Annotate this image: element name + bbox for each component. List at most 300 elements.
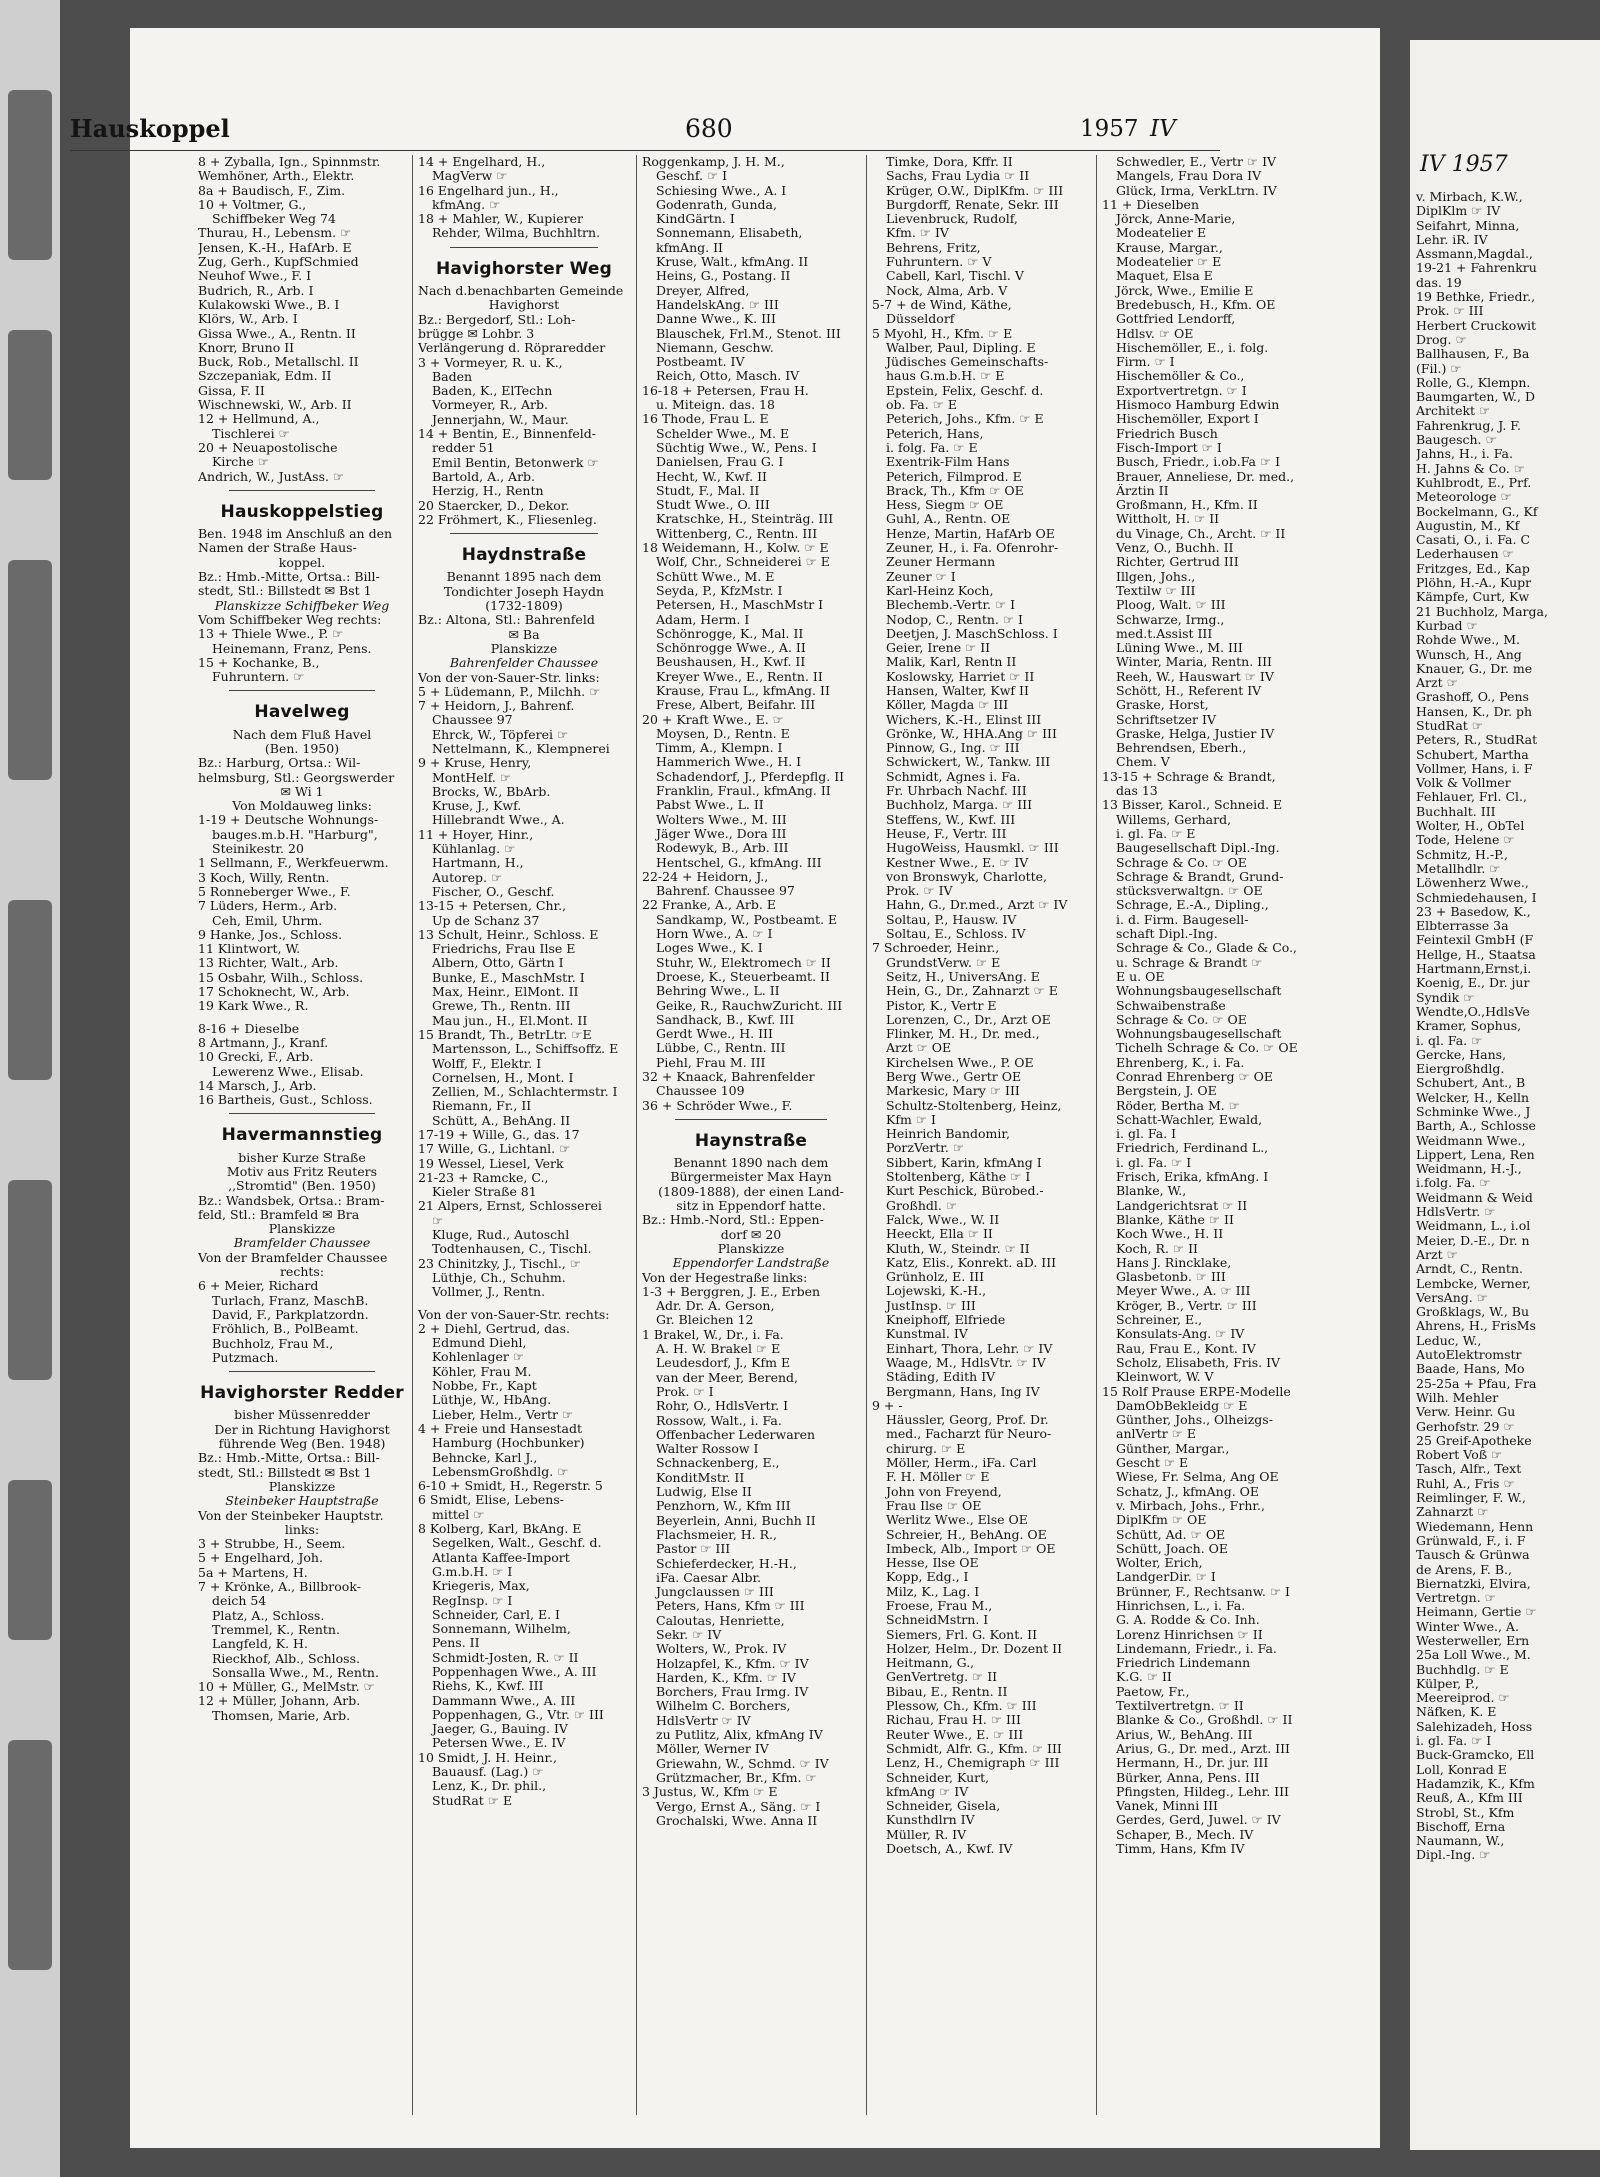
resident-entry: Scholz, Elisabeth, Fris. IV	[1116, 1355, 1281, 1370]
resident-entry: Lorenz Hinrichsen ☞ II	[1116, 1627, 1263, 1642]
resident-entry: Fuhruntern. ☞ V	[886, 255, 992, 270]
street-note: Bahrenfelder Chaussee	[449, 656, 599, 671]
resident-entry: Schütt Wwe., M. E	[656, 569, 775, 584]
facing-page-entry: Tode, Helene ☞	[1416, 833, 1515, 848]
resident-entry: Beushausen, H., Kwf. II	[656, 655, 806, 670]
resident-entry: Flinker, M. H., Dr. med.,	[886, 1027, 1040, 1042]
address-entry: Wemhöner, Arth., Elektr.	[198, 169, 355, 184]
resident-entry: Pabst Wwe., L. II	[656, 798, 764, 813]
resident-entry: Steffens, W., Kwf. III	[886, 812, 1016, 827]
resident-entry: Schönrogge Wwe., A. II	[656, 641, 806, 656]
facing-page-entry: Buchhdlg. ☞ E	[1416, 1662, 1509, 1677]
resident-entry: Bauausf. (Lag.) ☞	[432, 1765, 544, 1780]
resident-entry: G.m.b.H. ☞ I	[432, 1564, 513, 1579]
address-entry: 10 + Voltmer, G.,	[198, 197, 307, 212]
street-note: Von Moldauweg links:	[232, 799, 372, 814]
address-entry: Wischnewski, W., Arb. II	[198, 398, 352, 413]
address-entry: 5 Myohl, H., Kfm. ☞ E	[872, 326, 1013, 341]
scan-margin	[0, 0, 60, 2177]
resident-entry: Rau, Frau E., Kont. IV	[1116, 1341, 1256, 1356]
facing-page-entry: Feintexil GmbH (F	[1416, 933, 1534, 948]
resident-entry: Loges Wwe., K. I	[656, 941, 763, 956]
address-entry: 15 + Kochanke, B.,	[198, 655, 320, 670]
resident-entry: LebensmGroßhdlg. ☞	[432, 1464, 569, 1479]
address-entry: helmsburg, Stl.: Georgswerder	[198, 770, 395, 785]
resident-entry: Grewe, Th., Rentn. III	[432, 999, 571, 1014]
facing-page-entry: Biernatzki, Elvira,	[1416, 1576, 1531, 1591]
facing-page-entry: 19-21 + Fahrenkru	[1416, 261, 1537, 276]
resident-entry: Lojewski, K.-H.,	[886, 1284, 987, 1299]
resident-entry: Ehrck, W., Töpferei ☞	[432, 727, 569, 742]
resident-entry: Atlanta Kaffee-Import	[432, 1550, 570, 1565]
resident-entry: Schneider, Kurt,	[886, 1770, 990, 1785]
resident-entry: du Vinage, Ch., Archt. ☞ II	[1116, 526, 1286, 541]
resident-entry: Buchholz, Marga. ☞ III	[886, 798, 1033, 813]
resident-entry: Gerdt Wwe., H. III	[656, 1027, 773, 1042]
street-note: (Ben. 1950)	[264, 741, 340, 756]
resident-entry: Kluge, Rud., Autoschl	[432, 1228, 570, 1243]
resident-entry: Peterich, Filmprod. E	[886, 469, 1022, 484]
address-entry: 3 + Strubbe, H., Seem.	[198, 1537, 346, 1552]
directory-column-5	[1102, 155, 1320, 2115]
resident-entry: G. A. Rodde & Co. Inh.	[1116, 1613, 1260, 1628]
address-entry: Ben. 1948 im Anschluß an den	[198, 527, 393, 542]
street-heading: Haynstraße	[694, 1130, 808, 1151]
resident-entry: Ehrenberg, K., i. Fa.	[1116, 1055, 1245, 1070]
address-entry: 17 Wille, G., Lichtanl. ☞	[418, 1142, 571, 1157]
resident-entry: Tichelh Schrage & Co. ☞ OE	[1116, 1041, 1298, 1056]
scan-stripe	[8, 1480, 52, 1640]
resident-entry: Winter, Maria, Rentn. III	[1116, 655, 1272, 670]
resident-entry: Turlach, Franz, MaschB.	[212, 1293, 369, 1308]
facing-page-entry: Bockelmann, G., Kf	[1416, 504, 1538, 519]
resident-entry: Schött, H., Referent IV	[1116, 683, 1262, 698]
column-divider	[412, 155, 413, 2115]
resident-entry: Krause, Margar.,	[1116, 240, 1223, 255]
facing-page-entry: Westerweller, Ern	[1416, 1633, 1530, 1648]
address-entry: 22-24 + Heidorn, J.,	[642, 869, 769, 884]
resident-entry: Chem. V	[1116, 755, 1170, 770]
scan-stripe	[8, 1180, 52, 1380]
address-entry: 5a + Martens, H.	[198, 1565, 308, 1580]
facing-page-entry: Hansen, K., Dr. ph	[1416, 704, 1533, 719]
facing-page-entry: Strobl, St., Kfm	[1416, 1805, 1515, 1820]
resident-entry: Bahrenf. Chaussee 97	[656, 884, 795, 899]
facing-page-entry: Schmitz, H.-P.,	[1416, 847, 1508, 862]
street-note: koppel.	[278, 555, 326, 570]
resident-entry: von Bronswyk, Charlotte,	[886, 869, 1048, 884]
resident-entry: Horn Wwe., A. ☞ I	[656, 927, 773, 942]
facing-page-entry: das. 19	[1416, 275, 1462, 290]
street-note: Planskizze	[717, 1241, 785, 1256]
address-entry: 8-16 + Dieselbe	[198, 1021, 300, 1036]
address-entry: Bz.: Harburg, Ortsa.: Wil-	[198, 756, 361, 771]
resident-entry: Hillebrandt Wwe., A.	[432, 813, 565, 828]
facing-page-entry: Grünwald, F., i. F	[1416, 1533, 1526, 1548]
year: 1957	[1080, 116, 1139, 142]
resident-entry: Rohr, O., HdlsVertr. I	[656, 1399, 789, 1414]
resident-entry: Mau jun., H., El.Mont. II	[432, 1013, 588, 1028]
address-entry: 17-19 + Wille, G., das. 17	[418, 1128, 580, 1142]
address-entry: Kulakowski Wwe., B. I	[198, 297, 340, 312]
facing-page-entry: Arndt, C., Rentn.	[1416, 1262, 1523, 1277]
facing-page-entry: Hartmann,Ernst,i.	[1416, 962, 1532, 977]
resident-entry: Lievenbruck, Rudolf,	[886, 212, 1018, 227]
resident-entry: Schneider, Carl, E. I	[432, 1607, 560, 1622]
resident-entry: Wolff, F., Elektr. I	[432, 1056, 542, 1071]
resident-entry: Grünholz, E. III	[886, 1270, 985, 1285]
address-entry: Von der von-Sauer-Str. rechts:	[418, 1307, 610, 1322]
resident-entry: Studt Wwe., O. III	[656, 498, 770, 513]
resident-entry: Grützmacher, Br., Kfm. ☞	[656, 1770, 817, 1785]
resident-entry: Fr. Uhrbach Nachf. III	[886, 784, 1027, 799]
resident-entry: Schreier, H., BehAng. OE	[886, 1527, 1047, 1542]
resident-entry: Illgen, Johs.,	[1116, 569, 1196, 584]
resident-entry: Flachsmeier, H. R.,	[656, 1527, 777, 1542]
street-heading: Havelweg	[254, 702, 350, 723]
resident-entry: Zeuner, H., i. Fa. Ofenrohr-	[886, 541, 1059, 556]
resident-entry: Nock, Alma, Arb. V	[886, 283, 1008, 298]
address-entry: Zug, Gerh., KupfSchmied	[198, 255, 359, 270]
facing-page-entry: Baade, Hans, Mo	[1416, 1362, 1525, 1377]
facing-page-entry: H. Jahns & Co. ☞	[1416, 461, 1525, 476]
facing-page-entry: Schubert, Martha	[1416, 747, 1529, 762]
resident-entry: Putzmach.	[212, 1350, 279, 1365]
resident-entry: Gescht ☞ E	[1116, 1456, 1189, 1471]
resident-entry: Jungclaussen ☞ III	[656, 1585, 774, 1600]
resident-entry: Schreiner, E.,	[1116, 1313, 1203, 1328]
resident-entry: bauges.m.b.H. "Harburg",	[212, 827, 378, 842]
resident-entry: Pfingsten, Hildeg., Lehr. III	[1116, 1784, 1289, 1799]
address-entry: 15 Osbahr, Wilh., Schloss.	[198, 970, 364, 985]
resident-entry: Kneiphoff, Elfriede	[886, 1313, 1006, 1328]
resident-entry: Albern, Otto, Gärtn I	[432, 956, 564, 971]
resident-entry: Harden, K., Kfm. ☞ IV	[656, 1670, 796, 1685]
resident-entry: Soltau, P., Hausw. IV	[886, 912, 1017, 927]
street-note: links:	[284, 1522, 320, 1537]
resident-entry: Lenz, H., Chemigraph ☞ III	[886, 1756, 1060, 1771]
resident-entry: Reich, Otto, Masch. IV	[656, 369, 800, 384]
resident-entry: Kurt Peschick, Bürobed.-	[886, 1184, 1044, 1199]
street-note: Havighorst	[488, 298, 560, 313]
resident-entry: Timke, Dora, Kffr. II	[886, 155, 1013, 169]
address-entry: Roggenkamp, J. H. M.,	[642, 155, 785, 169]
resident-entry: Petersen Wwe., E. IV	[432, 1736, 566, 1751]
resident-entry: Rehder, Wilma, Buchhltrn.	[432, 226, 601, 241]
resident-entry: Hamburg (Hochbunker)	[432, 1436, 585, 1451]
address-entry: Bz.: Hmb.-Nord, Stl.: Eppen-	[642, 1213, 824, 1228]
address-entry: 21 Alpers, Ernst, Schlosserei	[418, 1199, 602, 1214]
resident-entry: Kopp, Edg., I	[886, 1570, 969, 1585]
resident-entry: Ärztin II	[1116, 483, 1169, 498]
resident-entry: Hammerich Wwe., H. I	[656, 755, 802, 770]
facing-page-entry: Wunsch, H., Ang	[1416, 647, 1522, 662]
resident-entry: Conrad Ehrenberg ☞ OE	[1116, 1070, 1274, 1084]
resident-entry: Grönke, W., HHA.Ang ☞ III	[886, 726, 1057, 741]
facing-page-entry: Ballhausen, F., Ba	[1416, 347, 1530, 362]
facing-page-entry: Heimann, Gertie ☞	[1416, 1605, 1537, 1620]
facing-page-entry: Weidmann, L., i.ol	[1416, 1219, 1531, 1234]
facing-page-entry: VersAng. ☞	[1416, 1290, 1488, 1305]
address-entry: 5 + Engelhard, Joh.	[198, 1551, 323, 1566]
facing-page-entry: Metallhdlr. ☞	[1416, 861, 1501, 876]
facing-page-entry: i. ql. Fa. ☞	[1416, 1033, 1483, 1048]
resident-entry: Fuhruntern. ☞	[212, 670, 305, 685]
address-entry: Vom Schiffbeker Weg rechts:	[198, 612, 382, 627]
resident-entry: Doetsch, A., Kwf. IV	[886, 1842, 1013, 1857]
resident-entry: Friedrich Lindemann	[1116, 1656, 1251, 1671]
resident-entry: Hischemöller & Co.,	[1116, 369, 1245, 384]
resident-entry: Schneider, Gisela,	[886, 1799, 1001, 1814]
address-entry: 3 Justus, W., Kfm ☞ E	[642, 1785, 778, 1800]
address-entry: Klörs, W., Arb. I	[198, 312, 298, 327]
resident-entry: Bredebusch, H., Kfm. OE	[1116, 297, 1276, 312]
facing-page-entry: de Arens, F. B.,	[1416, 1562, 1512, 1577]
resident-entry: Zellien, M., Schlachtermstr. I	[432, 1085, 618, 1100]
resident-entry: Droese, K., Steuerbeamt. II	[656, 969, 830, 984]
resident-entry: Koslowsky, Harriet ☞ II	[886, 669, 1035, 684]
address-entry: 1 Brakel, W., Dr., i. Fa.	[642, 1327, 784, 1342]
resident-entry: Arzt ☞ OE	[886, 1041, 952, 1056]
address-entry: 6 + Meier, Richard	[198, 1279, 319, 1294]
resident-entry: Brünner, F., Rechtsanw. ☞ I	[1116, 1584, 1290, 1599]
resident-entry: Jüdisches Gemeinschafts-	[886, 355, 1049, 370]
scan-stripe	[8, 560, 52, 780]
scan-stripe	[8, 900, 52, 1080]
facing-page-entry: Gerhofstr. 29 ☞	[1416, 1419, 1515, 1434]
resident-entry: Modeatelier ☞ E	[1116, 255, 1222, 270]
resident-entry: Wilhelm C. Borchers,	[656, 1699, 791, 1714]
resident-entry: HugoWeiss, Hausmkl. ☞ III	[886, 841, 1059, 856]
address-entry: 1 Sellmann, F., Werkfeuerwm.	[198, 856, 389, 871]
resident-entry: Koch Wwe., H. II	[1116, 1227, 1224, 1242]
resident-entry: Köhler, Frau M.	[432, 1364, 532, 1379]
resident-entry: Schiesing Wwe., A. I	[656, 183, 787, 198]
resident-entry: Süchtig Wwe., W., Pens. I	[656, 440, 817, 455]
facing-page-entry: Tasch, Alfr., Text	[1416, 1462, 1522, 1477]
resident-entry: Riehs, K., Kwf. III	[432, 1679, 544, 1694]
address-entry: Gissa, F. II	[198, 383, 265, 398]
resident-entry: Tremmel, K., Rentn.	[212, 1622, 340, 1637]
resident-entry: Reeh, W., Hauswart ☞ IV	[1116, 669, 1274, 684]
resident-entry: Danielsen, Frau G. I	[656, 455, 784, 470]
resident-entry: Max, Heinr., ElMont. II	[432, 985, 579, 1000]
resident-entry: Seitz, H., UniversAng. E	[886, 969, 1040, 984]
resident-entry: Hans J. Rincklake,	[1116, 1255, 1232, 1270]
address-entry: 8 Kolberg, Karl, BkAng. E	[418, 1522, 582, 1537]
address-entry: 15 Brandt, Th., BetrLtr. ☞E	[418, 1027, 592, 1042]
resident-entry: Jörck, Wwe., Emilie E	[1116, 283, 1254, 298]
resident-entry: A. H. W. Brakel ☞ E	[656, 1342, 781, 1357]
resident-entry: Kirche ☞	[212, 455, 269, 470]
facing-page-entry: Kämpfe, Curt, Kw	[1416, 590, 1530, 605]
facing-page-entry: Plöhn, H.-A., Kupr	[1416, 576, 1532, 591]
street-heading: Hauskoppelstieg	[220, 501, 384, 522]
facing-page-entry: Robert Voß ☞	[1416, 1448, 1503, 1463]
resident-entry: Geschf. ☞ I	[656, 169, 728, 184]
resident-entry: Stuhr, W., Elektromech ☞ II	[656, 955, 831, 970]
resident-entry: Bartold, A., Arb.	[432, 469, 536, 484]
resident-entry: Schütt, Ad. ☞ OE	[1116, 1527, 1226, 1542]
resident-entry: Blauschek, Frl.M., Stenot. III	[656, 326, 841, 341]
resident-entry: Sonnemann, Wilhelm,	[432, 1622, 571, 1637]
address-entry: 20 + Kraft Wwe., E. ☞	[642, 712, 784, 727]
resident-entry: Emil Bentin, Betonwerk ☞	[432, 455, 599, 470]
resident-entry: Schaper, B., Mech. IV	[1116, 1827, 1254, 1842]
resident-entry: Autorep. ☞	[432, 870, 503, 885]
resident-entry: Schütt, A., BehAng. II	[432, 1113, 571, 1128]
resident-entry: Kestner Wwe., E. ☞ IV	[886, 855, 1029, 870]
facing-page-entry: Reimlinger, F. W.,	[1416, 1491, 1526, 1506]
column-divider	[1096, 155, 1097, 2115]
resident-entry: Wolters Wwe., M. III	[656, 812, 787, 827]
spacer	[418, 1300, 630, 1308]
address-entry: 3 Koch, Willy, Rentn.	[198, 870, 330, 885]
address-entry: 9 + -	[872, 1398, 903, 1413]
address-entry: 32 + Knaack, Bahrenfelder	[642, 1070, 815, 1084]
resident-entry: Friedrich Busch	[1116, 426, 1218, 441]
resident-entry: Meyer Wwe., A. ☞ III	[1116, 1284, 1251, 1299]
facing-page-entry: 19 Bethke, Friedr.,	[1416, 290, 1536, 305]
address-entry: Jensen, K.-H., HafArb. E	[198, 240, 352, 255]
resident-entry: Dreyer, Alfred,	[656, 283, 750, 298]
resident-entry: Wolters, W., Prok. IV	[656, 1642, 787, 1657]
resident-entry: Paetow, Fr.,	[1116, 1684, 1190, 1699]
resident-entry: Exentrik-Film Hans	[886, 455, 1010, 470]
resident-entry: Hentschel, G., kfmAng. III	[656, 855, 822, 870]
resident-entry: Arius, G., Dr. med., Arzt. III	[1116, 1741, 1290, 1756]
facing-page-entry: 25a Loll Wwe., M.	[1416, 1648, 1531, 1663]
resident-entry: KindGärtn. I	[656, 212, 735, 227]
facing-page-entry: Knauer, G., Dr. me	[1416, 661, 1533, 676]
street-note: Planskizze	[268, 1479, 336, 1494]
facing-page-entry: Kurbad ☞	[1416, 618, 1478, 633]
directory-column-2	[418, 155, 630, 2115]
address-entry: 2 + Diehl, Gertrud, das.	[418, 1321, 570, 1336]
resident-entry: Peters, Hans, Kfm ☞ III	[656, 1599, 805, 1614]
resident-entry: Schatz, J., kfmAng. OE	[1116, 1484, 1260, 1499]
resident-entry: Jörck, Anne-Marie,	[1116, 212, 1236, 227]
address-entry: 20 + Neuapostolische	[198, 440, 338, 455]
resident-entry: Werlitz Wwe., Else OE	[886, 1513, 1028, 1528]
resident-entry: Wohnungsbaugesellschaft	[1116, 1027, 1282, 1042]
section-divider	[450, 247, 598, 248]
resident-entry: Piehl, Frau M. III	[656, 1055, 766, 1070]
street-note: sitz in Eppendorf hatte.	[676, 1199, 826, 1214]
resident-entry: Graske, Horst,	[1116, 698, 1209, 713]
scan-stripe	[8, 90, 52, 260]
resident-entry: Heitmann, G.,	[886, 1656, 975, 1671]
resident-entry: Geier, Irene ☞ II	[886, 641, 991, 656]
resident-entry: Möller, Werner IV	[656, 1742, 769, 1757]
resident-entry: Chaussee 97	[432, 713, 513, 728]
resident-entry: Wittholt, H. ☞ II	[1116, 512, 1220, 527]
resident-entry: Hdlsv. ☞ OE	[1116, 326, 1194, 341]
resident-entry: Thomsen, Marie, Arb.	[212, 1708, 351, 1723]
address-entry: 5 Ronneberger Wwe., F.	[198, 884, 351, 899]
resident-entry: Hermann, H., Dr. jur. III	[1116, 1756, 1269, 1771]
street-note: dorf ✉ 20	[720, 1227, 782, 1242]
address-entry: 13 Schult, Heinr., Schloss. E	[418, 927, 599, 942]
resident-entry: Krüger, O.W., DiplKfm. ☞ III	[886, 183, 1064, 198]
address-entry: 6 Smidt, Elise, Lebens-	[418, 1493, 564, 1508]
address-entry: Verlängerung d. Röpraredder	[418, 341, 606, 356]
address-entry: 10 + Müller, G., MelMstr. ☞	[198, 1680, 375, 1695]
address-entry: 20 Staercker, D., Dekor.	[418, 498, 570, 513]
resident-entry: Willems, Gerhard,	[1116, 812, 1232, 827]
facing-page-entry: Volk & Vollmer	[1416, 776, 1511, 791]
address-entry: Buck, Rob., Metallschl. II	[198, 355, 359, 370]
facing-page-entry: Augustin, M., Kf	[1416, 518, 1520, 533]
section-divider	[229, 690, 375, 691]
facing-page-entry: Hellge, H., Staatsa	[1416, 947, 1536, 962]
facing-page-entry: Wilh. Mehler	[1416, 1390, 1499, 1405]
resident-entry: Kfm ☞ I	[886, 1112, 936, 1127]
facing-page-entry: Leduc, W.,	[1416, 1333, 1482, 1348]
facing-page-entry: Schmiedehausen, I	[1416, 890, 1537, 905]
resident-entry: Gottfried Lendorff,	[1116, 312, 1236, 327]
facing-page-entry: Architekt ☞	[1416, 404, 1491, 419]
resident-entry: LandgerDir. ☞ I	[1116, 1570, 1216, 1585]
resident-entry: Langfeld, K. H.	[212, 1637, 308, 1652]
facing-page-entry: Syndik ☞	[1416, 990, 1475, 1005]
street-note: Nach dem Fluß Havel	[232, 727, 372, 742]
resident-entry: Kröger, B., Vertr. ☞ III	[1116, 1298, 1257, 1313]
resident-entry: Frese, Albert, Beifahr. III	[656, 698, 816, 713]
directory-column-1	[198, 155, 406, 2115]
resident-entry: Adr. Dr. A. Gerson,	[656, 1299, 775, 1314]
resident-entry: Schwickert, W., Tankw. III	[886, 755, 1051, 770]
resident-entry: Schatt-Wachler, Ewald,	[1116, 1112, 1263, 1127]
resident-entry: u. Miteign. das. 18	[656, 398, 775, 413]
resident-entry: Richter, Gertrud III	[1116, 555, 1239, 570]
facing-page-entry: Prok. ☞ III	[1416, 304, 1484, 319]
address-entry: Bz.: Hmb.-Mitte, Ortsa.: Bill-	[198, 1451, 380, 1466]
facing-page-entry: Fehlauer, Frl. Cl.,	[1416, 790, 1527, 805]
resident-entry: Brauer, Anneliese, Dr. med.,	[1116, 469, 1295, 484]
address-entry: 16-18 + Petersen, Frau H.	[642, 383, 809, 398]
resident-entry: Sekr. ☞ IV	[656, 1627, 722, 1642]
street-heading: Haydnstraße	[461, 545, 587, 566]
address-entry: 17 Schoknecht, W., Arb.	[198, 985, 350, 1000]
page-number: 680	[685, 114, 733, 143]
facing-page-entry: Reuß, A., Kfm III	[1416, 1791, 1523, 1806]
facing-page-entry: Ahrens, H., FrisMs	[1416, 1319, 1536, 1334]
resident-entry: Petersen, H., MaschMstr I	[656, 598, 824, 613]
resident-entry: HdlsVertr ☞ IV	[656, 1713, 751, 1728]
street-note: Steinbeker Hauptstraße	[225, 1494, 379, 1509]
resident-entry: Schelder Wwe., M. E	[656, 426, 790, 441]
resident-entry: Berg Wwe., Gertr OE	[886, 1070, 1022, 1084]
resident-entry: Baugesellschaft Dipl.-Ing.	[1116, 841, 1280, 856]
resident-entry: Soltau, E., Schloss. IV	[886, 927, 1026, 942]
address-entry: 13-15 + Schrage & Brandt,	[1102, 769, 1276, 784]
resident-entry: Hismoco Hamburg Edwin	[1116, 398, 1280, 413]
resident-entry: schaft Dipl.-Ing.	[1116, 927, 1218, 942]
resident-entry: Pistor, K., Vertr E	[886, 998, 997, 1013]
resident-entry: i. folg. Fa. ☞ E	[886, 440, 978, 455]
resident-entry: Epstein, Felix, Geschf. d.	[886, 383, 1044, 398]
street-note: Tondichter Joseph Haydn	[443, 584, 605, 599]
facing-page-entry: Elbterrasse 3a	[1416, 919, 1509, 934]
resident-entry: Bunke, E., MaschMstr. I	[432, 970, 585, 985]
resident-entry: ob. Fa. ☞ E	[886, 398, 958, 413]
resident-entry: Wolter, Erich,	[1116, 1556, 1203, 1571]
address-entry: 19 Wessel, Liesel, Verk	[418, 1156, 564, 1171]
resident-entry: Todtenhausen, C., Tischl.	[432, 1242, 592, 1257]
address-entry: 7 + Heidorn, J., Bahrenf.	[418, 699, 575, 714]
resident-entry: Schnackenberg, E.,	[656, 1456, 780, 1471]
